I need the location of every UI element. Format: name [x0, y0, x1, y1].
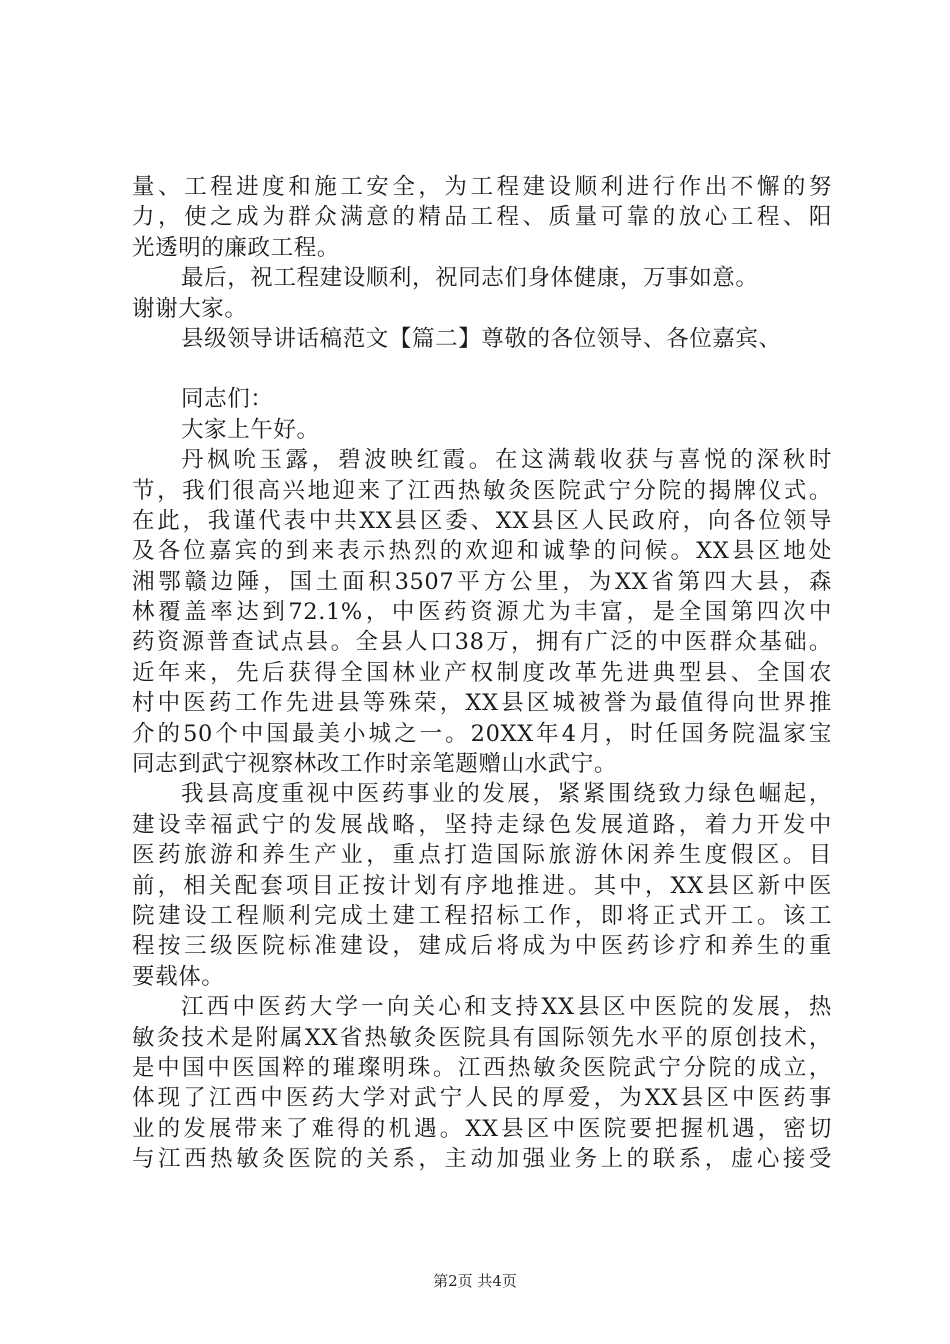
text-line: 介的50个中国最美小城之一。20XX年4月，时任国务院温家宝 [132, 720, 832, 747]
text-line: 药资源普查试点县。全县人口38万，拥有广泛的中医群众基础。 [132, 629, 832, 656]
text-line: 林覆盖率达到72.1%，中医药资源尤为丰富，是全国第四次中 [132, 599, 832, 626]
text-line: 江西中医药大学一向关心和支持XX县区中医院的发展，热 [181, 994, 832, 1021]
text-line: 最后，祝工程建设顺利，祝同志们身体健康，万事如意。 [181, 265, 759, 292]
text-line: 前，相关配套项目正按计划有序地推进。其中，XX县区新中医 [132, 872, 832, 899]
text-line: 在此，我谨代表中共XX县区委、XX县区人民政府，向各位领导 [132, 507, 832, 534]
text-line: 医药旅游和养生产业，重点打造国际旅游休闲养生度假区。目 [132, 842, 832, 869]
text-line: 及各位嘉宾的到来表示热烈的欢迎和诚挚的问候。XX县区地处 [132, 538, 832, 565]
text-line: 同志们： [181, 386, 274, 413]
text-line: 体现了江西中医药大学对武宁人民的厚爱，为XX县区中医药事 [132, 1085, 832, 1112]
text-line: 建设幸福武宁的发展战略，坚持走绿色发展道路，着力开发中 [132, 811, 832, 838]
text-line: 量、工程进度和施工安全，为工程建设顺利进行作出不懈的努 [132, 174, 832, 200]
page-number-footer: 第2页 共4页 [433, 1272, 517, 1290]
text-line: 程按三级医院标准建设，建成后将成为中医药诊疗和养生的重 [132, 933, 832, 960]
paragraph-gap [132, 354, 832, 384]
text-line: 与江西热敏灸医院的关系，主动加强业务上的联系，虚心接受 [132, 1146, 832, 1173]
text-line: 县级领导讲话稿范文【篇二】尊敬的各位领导、各位嘉宾、 [181, 325, 782, 352]
text-line: 村中医药工作先进县等殊荣，XX县区城被誉为最值得向世界推 [132, 690, 832, 717]
text-line: 同志到武宁视察林改工作时亲笔题赠山水武宁。 [132, 751, 618, 778]
text-line: 是中国中医国粹的璀璨明珠。江西热敏灸医院武宁分院的成立， [132, 1054, 832, 1081]
text-line: 院建设工程顺利完成土建工程招标工作，即将正式开工。该工 [132, 902, 832, 929]
document-body [132, 172, 832, 1175]
text-line: 近年来，先后获得全国林业产权制度改革先进典型县、全国农 [132, 659, 832, 686]
text-line: 节，我们很高兴地迎来了江西热敏灸医院武宁分院的揭牌仪式。 [132, 477, 832, 504]
text-line: 湘鄂赣边陲，国土面积3507平方公里，为XX省第四大县，森 [132, 568, 832, 595]
text-line: 业的发展带来了难得的机遇。XX县区中医院要把握机遇，密切 [132, 1115, 832, 1142]
text-line: 要载体。 [132, 963, 225, 990]
text-line: 丹枫吮玉露，碧波映红霞。在这满载收获与喜悦的深秋时 [181, 447, 832, 474]
text-line: 敏灸技术是附属XX省热敏灸医院具有国际领先水平的原创技术， [132, 1024, 832, 1051]
text-line: 光透明的廉政工程。 [132, 234, 340, 261]
text-line: 我县高度重视中医药事业的发展，紧紧围绕致力绿色崛起， [181, 781, 832, 808]
text-line: 大家上午好。 [181, 416, 320, 443]
text-line: 力，使之成为群众满意的精品工程、质量可靠的放心工程、阳 [132, 204, 832, 231]
text-line: 谢谢大家。 [132, 295, 248, 322]
